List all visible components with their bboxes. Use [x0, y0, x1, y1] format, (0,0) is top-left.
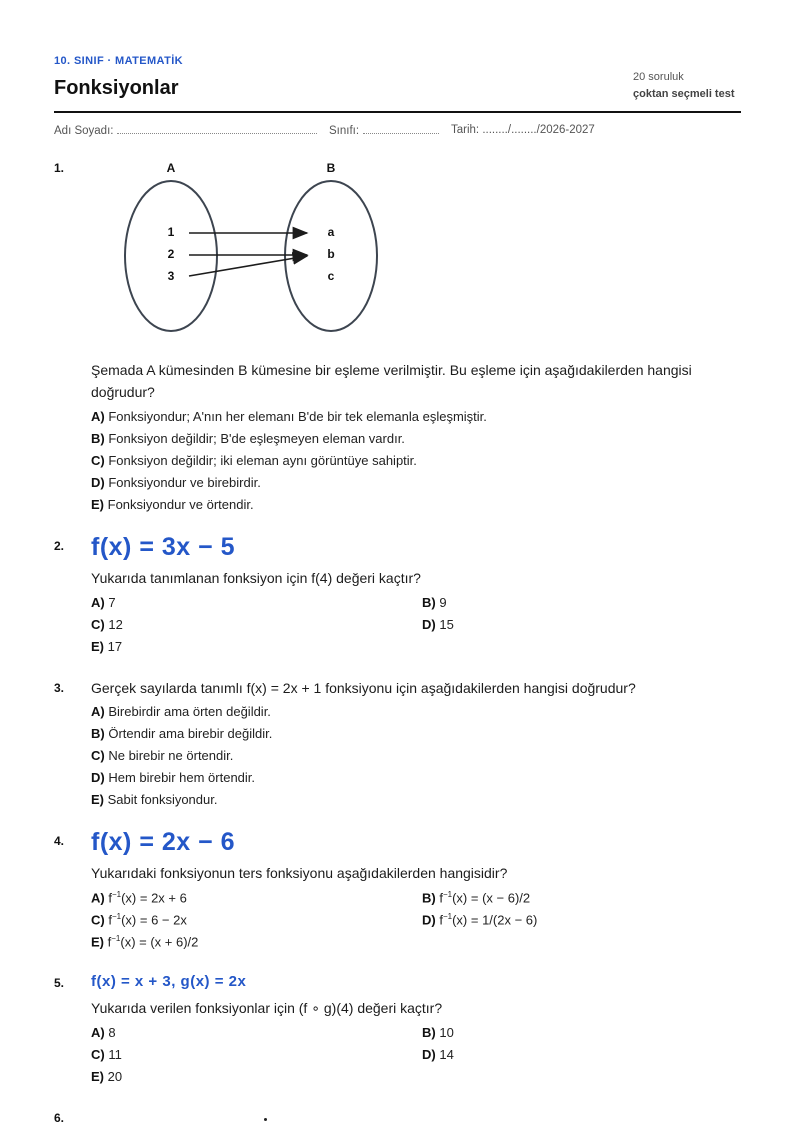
option-a[interactable]: [91, 704, 271, 719]
option-letter: D): [422, 912, 436, 928]
header-divider: [54, 111, 741, 113]
set-a-item: 2: [167, 247, 175, 261]
question-text: Yukarıda verilen fonksiyonlar için (f ∘ g)(4) değeri kaçtır?: [91, 1000, 443, 1016]
date-label: Tarih: ......../......../2026-2027: [451, 124, 595, 136]
option-letter: D): [91, 475, 105, 490]
mapping-arrow: [189, 256, 307, 276]
inverse-f: f: [439, 890, 443, 906]
option-text: (x) = (x − 6)/2: [452, 890, 531, 906]
inverse-superscript: −1: [442, 890, 453, 899]
option-e[interactable]: [91, 1069, 122, 1084]
function-formula: f(x) = 2x − 6: [91, 828, 236, 856]
question-number: 2.: [54, 539, 65, 553]
option-text: Ne birebir ne örtendir.: [108, 748, 234, 763]
option-letter: E): [91, 934, 104, 950]
option-letter: C): [91, 1047, 105, 1062]
option-b[interactable]: [422, 595, 447, 610]
option-text: 20: [107, 1069, 123, 1084]
option-letter: E): [91, 639, 104, 654]
set-b-label: B: [326, 161, 336, 175]
option-text: Örtendir ama birebir değildir.: [108, 726, 273, 741]
name-blank[interactable]: [117, 124, 317, 134]
inverse-superscript: −1: [111, 934, 121, 943]
question-count: 20 soruluk: [633, 71, 684, 83]
option-d[interactable]: [91, 770, 255, 785]
question-number: 1.: [54, 161, 65, 175]
option-b[interactable]: [91, 726, 272, 741]
question-number: 4.: [54, 834, 65, 848]
option-d[interactable]: [422, 1047, 454, 1062]
test-meta: [633, 71, 741, 100]
option-text: Hem birebir hem örtendir.: [108, 770, 256, 785]
question-number: 6.: [54, 1111, 65, 1123]
option-text: (x) = 1/(2x − 6): [452, 912, 538, 928]
option-letter: B): [91, 726, 105, 741]
option-letter: D): [422, 617, 436, 632]
inverse-superscript: −1: [111, 912, 122, 921]
inverse-superscript: −1: [111, 890, 122, 899]
question-text: Yukarıda tanımlanan fonksiyon için f(4) değeri kaçtır?: [91, 570, 421, 586]
option-letter: A): [91, 704, 105, 719]
option-letter: B): [91, 431, 105, 446]
set-b-item: b: [327, 247, 335, 261]
question-number: 3.: [54, 681, 65, 695]
inverse-f: f: [107, 934, 112, 950]
page-title: Fonksiyonlar: [54, 77, 179, 99]
set-b-item: a: [327, 225, 335, 239]
option-letter: A): [91, 595, 105, 610]
option-text: Fonksiyondur; A'nın her elemanı B'de bir tek elemanla eşleşmiştir.: [108, 409, 487, 424]
option-letter: B): [422, 595, 436, 610]
option-b[interactable]: [91, 431, 405, 446]
option-letter: E): [91, 497, 104, 512]
question-text: Gerçek sayılarda tanımlı f(x) = 2x + 1 fonksiyonu için aşağıdakilerden hangisi doğrudur?: [91, 680, 636, 696]
cutoff-mark: [264, 1118, 267, 1121]
option-e[interactable]: [91, 497, 254, 512]
option-c[interactable]: [91, 748, 233, 763]
option-a[interactable]: [91, 409, 487, 424]
option-letter: A): [91, 409, 105, 424]
question-number: 5.: [54, 976, 65, 990]
option-text: (x) = (x + 6)/2: [120, 934, 199, 950]
option-letter: D): [91, 770, 105, 785]
option-letter: A): [91, 890, 105, 906]
name-field[interactable]: [54, 124, 317, 137]
class-field[interactable]: [329, 124, 439, 137]
question-text: Şemada A kümesinden B kümesine bir eşleme verilmiştir. Bu eşleme için aşağıdakilerden hangisi doğrudur?: [91, 362, 692, 400]
option-d[interactable]: [422, 912, 537, 927]
name-label: Adı Soyadı:: [54, 125, 114, 137]
option-e[interactable]: [91, 934, 198, 949]
option-letter: A): [91, 1025, 105, 1040]
option-letter: D): [422, 1047, 436, 1062]
option-text: 10: [439, 1025, 454, 1040]
option-text: 12: [108, 617, 123, 632]
option-text: 7: [108, 595, 116, 610]
date-field[interactable]: [451, 124, 595, 136]
option-d[interactable]: [422, 617, 454, 632]
option-a[interactable]: [91, 1025, 116, 1040]
set-a-item: 1: [167, 225, 175, 239]
option-d[interactable]: [91, 475, 261, 490]
option-text: Sabit fonksiyondur.: [107, 792, 218, 807]
option-letter: B): [422, 890, 436, 906]
option-e[interactable]: [91, 639, 122, 654]
option-b[interactable]: [422, 1025, 454, 1040]
option-letter: B): [422, 1025, 436, 1040]
inverse-f: f: [439, 912, 443, 928]
question-text: Yukarıdaki fonksiyonun ters fonksiyonu aşağıdakilerden hangisidir?: [91, 865, 508, 881]
option-text: Fonksiyondur ve örtendir.: [107, 497, 254, 512]
inverse-f: f: [108, 890, 112, 906]
option-text: 17: [107, 639, 123, 654]
set-a-label: A: [166, 161, 176, 175]
set-b-item: c: [327, 269, 335, 283]
option-text: Fonksiyon değildir; iki eleman aynı görüntüye sahiptir.: [108, 453, 417, 468]
option-text: Birebirdir ama örten değildir.: [108, 704, 271, 719]
option-text: 14: [439, 1047, 454, 1062]
class-label: Sınıfı:: [329, 125, 360, 137]
option-letter: C): [91, 748, 105, 763]
option-a[interactable]: [91, 595, 116, 610]
option-text: (x) = 6 − 2x: [121, 912, 187, 928]
option-letter: C): [91, 617, 105, 632]
option-letter: C): [91, 912, 105, 928]
mapping-diagram: [110, 155, 390, 340]
option-text: 11: [108, 1047, 122, 1062]
inverse-superscript: −1: [442, 912, 453, 921]
option-text: 8: [108, 1025, 116, 1040]
option-text: 15: [439, 617, 454, 632]
option-text: Fonksiyon değildir; B'de eşleşmeyen eleman vardır.: [108, 431, 405, 446]
option-c[interactable]: [91, 617, 123, 632]
function-formula: f(x) = 3x − 5: [91, 533, 236, 561]
test-type: çoktan seçmeli test: [633, 88, 735, 100]
set-a-item: 3: [167, 269, 175, 283]
option-letter: C): [91, 453, 105, 468]
option-letter: E): [91, 1069, 104, 1084]
option-text: (x) = 2x + 6: [121, 890, 187, 906]
function-formula: f(x) = x + 3, g(x) = 2x: [91, 973, 247, 990]
class-blank[interactable]: [363, 124, 439, 134]
option-a[interactable]: [91, 890, 187, 905]
inverse-f: f: [108, 912, 112, 928]
page-header: [54, 55, 741, 100]
option-text: Fonksiyondur ve birebirdir.: [108, 475, 261, 490]
subject-label: 10. SINIF · MATEMATİK: [54, 55, 183, 67]
option-c[interactable]: [91, 453, 417, 468]
option-letter: E): [91, 792, 104, 807]
option-c[interactable]: [91, 1047, 122, 1062]
option-text: 9: [439, 595, 447, 610]
option-c[interactable]: [91, 912, 187, 927]
option-b[interactable]: [422, 890, 530, 905]
option-e[interactable]: [91, 792, 217, 807]
